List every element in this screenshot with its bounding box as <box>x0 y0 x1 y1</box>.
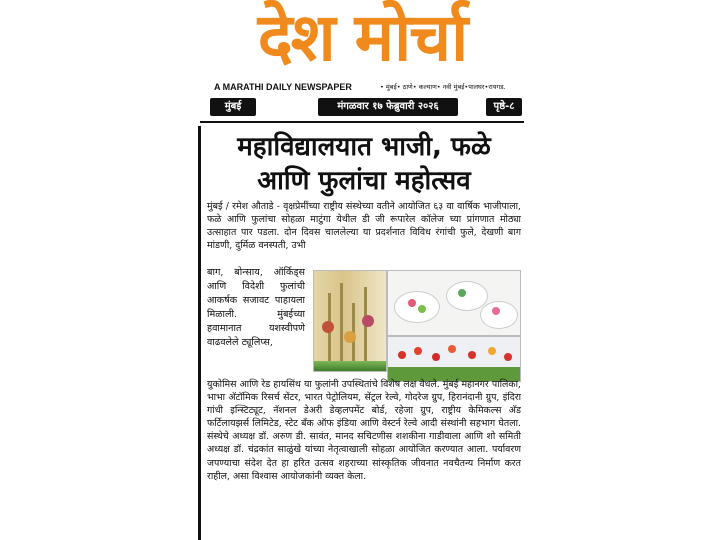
floral-plates-photo <box>387 270 521 336</box>
photo-plate <box>480 301 518 329</box>
photo-grass <box>314 361 386 371</box>
page-count: पृष्ठे-८ <box>486 98 522 116</box>
headline-line-1: महाविद्यालयात भाजी, फळे <box>237 132 491 162</box>
photo-flower <box>488 347 496 355</box>
headline-line-2: आणि फुलांचा महोत्सव <box>257 166 471 196</box>
photo-flower <box>344 331 356 343</box>
flower-bed-photo <box>387 336 521 382</box>
header-divider <box>200 121 524 123</box>
photo-stem <box>340 283 343 363</box>
photo-flower <box>448 345 456 353</box>
photo-flower <box>492 307 500 315</box>
photo-flower <box>432 353 440 361</box>
article-main-paragraph: युकोमिस आणि रेड हायसिंथ या फुलांनी उपस्थितांचे विशेष लक्ष वेधले. मुंबई महानगर पालिका, भाभा अ‍ॅटॉमिक रिसर्च सेंटर, भारत पेट्रोलियम, सेंट्रल रेल्वे, गोदरेज ग्रुप, हिरानंदानी ग्रुप, इंदिरा गांधी इन्स्टिट्यूट, नॅशनल डेअरी डेव्हलपमेंट बोर्ड, रहेजा ग्रुप, राष्ट्रीय केमिकल्स अ‍ॅड फर्टिलायझर्स लिमिटेड, स्टेट बँक ऑफ इंडिया आणि वेस्टर्न रेल्वे आदी संस्थांनी सहभाग घेतला. संस्थेचे अध्यक्ष डॉ. अरुण डी. सावंत, मानद सचिटणीस शशकीना गाडीवाला आणि शो समिती अध्यक्ष डॉ. चंद्रकांत साळुंखे यांच्या नेतृत्वाखाली सोहळा आयोजित करण्यात आला. पर्यावरण जपण्याचा संदेश देत हा हरित उत्सव शहराच्या सांस्कृतिक जीवनात नवचैतन्य निर्माण करत राहील, असा विश्वास आयोजकांनी व्यक्त केला. <box>207 379 521 482</box>
photo-flower <box>504 353 512 361</box>
photo-plate <box>394 291 440 323</box>
newspaper-logo: देश मोर्चा <box>257 0 467 76</box>
masthead <box>212 0 512 100</box>
photo-flower <box>418 305 426 313</box>
bamboo-arrangement-photo <box>313 270 387 372</box>
edition-date: मंगळवार १७ फेब्रुवारी २०२६ <box>318 98 458 116</box>
photo-flower <box>414 347 422 355</box>
photo-flower <box>322 321 334 333</box>
photo-flower <box>362 315 374 327</box>
photo-flower <box>398 351 406 359</box>
photo-flower <box>458 289 466 297</box>
article-wrap-paragraph: बाग, बोन्साय, ऑर्किड्स आणि विदेशी फुलांची आकर्षक सजावट पाहायला मिळाली. मुंबईच्या हवामानात यशस्वीपणे वाढवलेले ट्यूलिप्स, <box>207 267 305 348</box>
article-intro-paragraph: मुंबई / रमेश औताडे - वृक्षप्रेमींच्या राष्ट्रीय संस्थेच्या वतीने आयोजित ६३ वा वार्षिक भाजीपाला, फळे आणि फुलांचा सोहळा माटुंगा येथील डी जी रूपारेल कॉलेज च्या प्रांगणात मोठ्या उत्साहात पार पडला. दोन दिवस चाललेल्या या प्रदर्शनात विविध रंगांची फुले, देखणी बाग मांडणी, दुर्मिळ वनस्पती, उभी <box>207 201 521 252</box>
tagline-english: A MARATHI DAILY NEWSPAPER <box>214 82 352 92</box>
photo-plate <box>446 281 488 311</box>
photo-flower <box>408 299 416 307</box>
article-headline <box>209 130 519 198</box>
photo-flower <box>468 351 476 359</box>
edition-info-bar <box>210 98 520 118</box>
tagline-cities: • मुंबई• ठाणे• कल्याण• नवी मुंबई•पालघर•रायगड. <box>380 83 506 91</box>
news-article <box>198 126 527 540</box>
edition-city: मुंबई <box>210 98 256 116</box>
